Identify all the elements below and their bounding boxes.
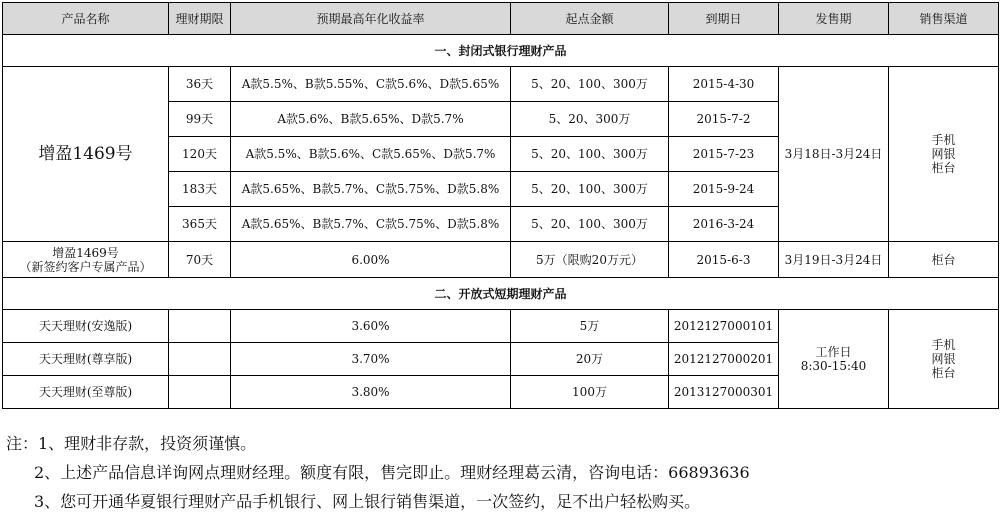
header-maturity: 到期日: [669, 3, 779, 35]
product-table: [2, 2, 999, 409]
term-cell: [169, 343, 231, 376]
sale-period-cell: 3月19日-3月24日: [779, 242, 889, 278]
channel-cell: [889, 310, 999, 409]
min-amount-cell: 5万: [511, 310, 669, 343]
term-cell: 183天: [169, 172, 231, 207]
product-name: 天天理财(尊享版): [3, 343, 169, 376]
yield-cell: A款5.65%、B款5.7%、C款5.75%、D款5.8%: [231, 207, 511, 242]
maturity-cell: 2015-7-2: [669, 102, 779, 137]
channel-online: 网银: [931, 147, 956, 161]
product-name: 天天理财(安逸版): [3, 310, 169, 343]
yield-cell: A款5.5%、B款5.6%、C款5.65%、D款5.7%: [231, 137, 511, 172]
min-amount-cell: 5、20、100、300万: [511, 137, 669, 172]
maturity-cell: 2015-9-24: [669, 172, 779, 207]
min-amount-cell: 5、20、300万: [511, 102, 669, 137]
channel-counter: 柜台: [931, 366, 956, 380]
min-amount-cell: 5万（限购20万元）: [511, 242, 669, 278]
section-open-title: 二、开放式短期理财产品: [3, 278, 999, 310]
yield-cell: A款5.5%、B款5.55%、C款5.6%、D款5.65%: [231, 67, 511, 102]
section-closed-title: 一、封闭式银行理财产品: [3, 35, 999, 67]
yield-cell: A款5.65%、B款5.7%、C款5.75%、D款5.8%: [231, 172, 511, 207]
section-row: [3, 278, 999, 310]
sale-period-cell: [779, 310, 889, 409]
product-code-cell: 2013127000301: [669, 376, 779, 409]
min-amount-cell: 5、20、100、300万: [511, 207, 669, 242]
sale-period-line2: 8:30-15:40: [800, 359, 867, 373]
product-code-cell: 2012127000201: [669, 343, 779, 376]
min-amount-cell: 20万: [511, 343, 669, 376]
note-2: 2、上述产品信息详询网点理财经理。额度有限，售完即止。理财经理葛云清，咨询电话：66893636: [34, 463, 750, 482]
channel-mobile: 手机: [931, 338, 956, 352]
product-name-line2: （新签约客户专属产品）: [19, 259, 152, 274]
term-cell: [169, 310, 231, 343]
term-cell: 36天: [169, 67, 231, 102]
min-amount-cell: 100万: [511, 376, 669, 409]
yield-cell: 3.80%: [231, 376, 511, 409]
term-cell: [169, 376, 231, 409]
product-name-line1: 增盈1469号: [52, 245, 119, 260]
product-name: 天天理财(至尊版): [3, 376, 169, 409]
note-1: 注：1、理财非存款，投资须谨慎。: [6, 434, 257, 453]
header-yield: 预期最高年化收益率: [231, 3, 511, 35]
term-cell: 365天: [169, 207, 231, 242]
header-channel: 销售渠道: [889, 3, 999, 35]
section-row: [3, 35, 999, 67]
maturity-cell: 2015-4-30: [669, 67, 779, 102]
yield-cell: A款5.6%、B款5.65%、D款5.7%: [231, 102, 511, 137]
maturity-cell: 2015-6-3: [669, 242, 779, 278]
table-row: [3, 242, 999, 278]
yield-cell: 6.00%: [231, 242, 511, 278]
yield-cell: 3.60%: [231, 310, 511, 343]
term-cell: 70天: [169, 242, 231, 278]
header-min-amount: 起点金额: [511, 3, 669, 35]
min-amount-cell: 5、20、100、300万: [511, 172, 669, 207]
min-amount-cell: 5、20、100、300万: [511, 67, 669, 102]
header-term: 理财期限: [169, 3, 231, 35]
header-product-name: 产品名称: [3, 3, 169, 35]
note-3: 3、您可开通华夏银行理财产品手机银行、网上银行销售渠道，一次签约，足不出户轻松购买。: [34, 492, 701, 511]
channel-counter: 柜台: [931, 161, 956, 175]
channel-online: 网银: [931, 352, 956, 366]
header-row: [3, 3, 999, 35]
yield-cell: 3.70%: [231, 343, 511, 376]
maturity-cell: 2015-7-23: [669, 137, 779, 172]
term-cell: 99天: [169, 102, 231, 137]
channel-cell: [889, 67, 999, 242]
table-row: [3, 67, 999, 102]
table-row: [3, 310, 999, 343]
product-code-cell: 2012127000101: [669, 310, 779, 343]
product-name: 增盈1469号: [3, 67, 169, 242]
sale-period-cell: 3月18日-3月24日: [779, 67, 889, 242]
term-cell: 120天: [169, 137, 231, 172]
product-name-exclusive: [3, 242, 169, 278]
channel-cell: 柜台: [889, 242, 999, 278]
header-sale-period: 发售期: [779, 3, 889, 35]
sale-period-line1: 工作日: [815, 345, 852, 359]
channel-mobile: 手机: [931, 133, 956, 147]
maturity-cell: 2016-3-24: [669, 207, 779, 242]
